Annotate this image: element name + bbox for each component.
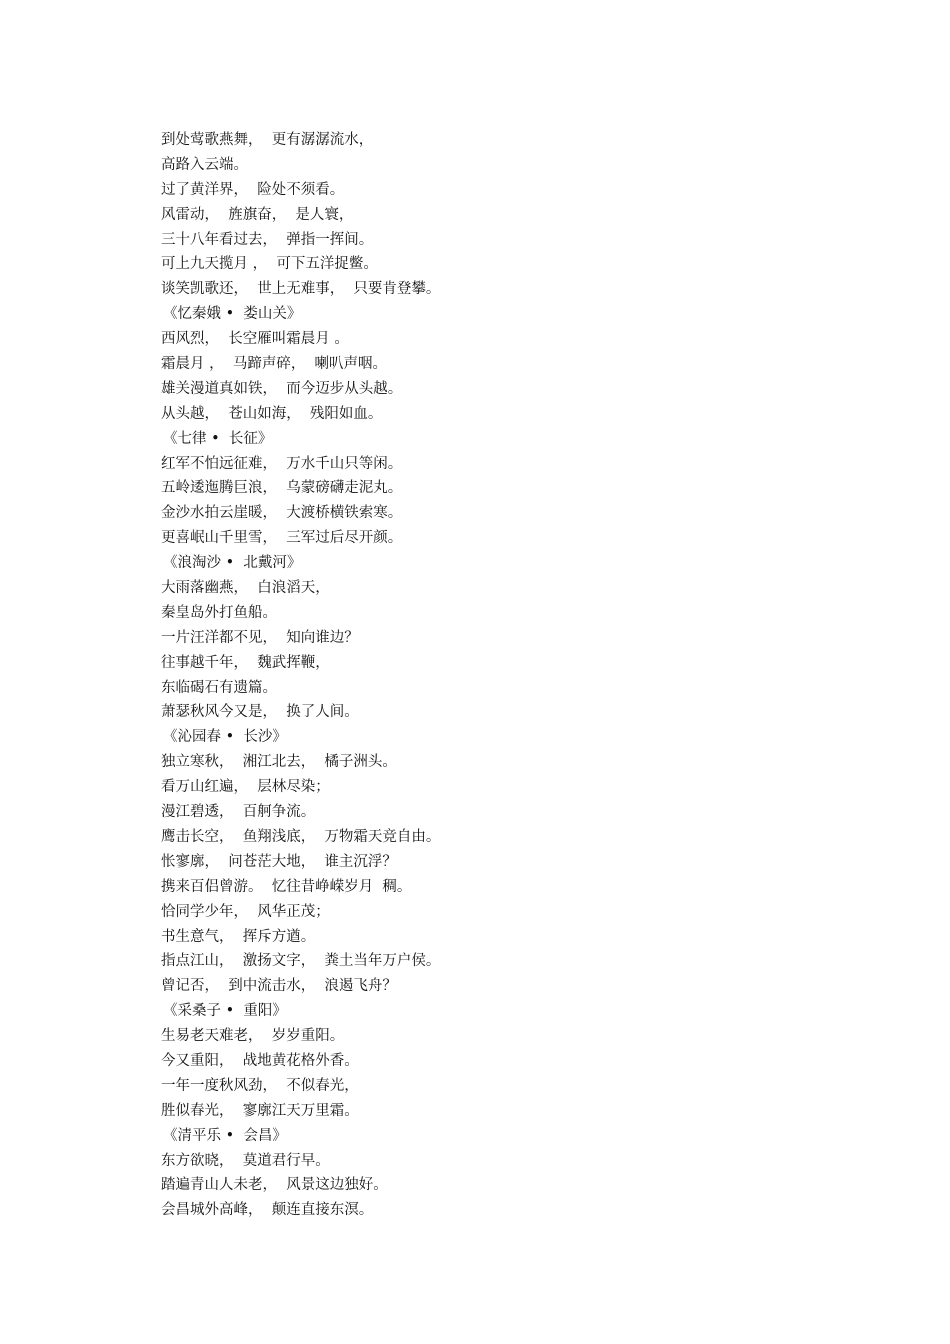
poem-line: 胜似春光， 寥廓江天万里霜。 (161, 1102, 359, 1119)
poem-text-block (161, 128, 901, 1223)
poem-line: 风雷动， 旌旗奋， 是人寰， (161, 206, 354, 223)
poem-title: 《忆秦娥 • 娄山关》 (163, 306, 302, 323)
poem-line: 萧瑟秋风今又是， 换了人间。 (161, 704, 359, 721)
poem-line: 红军不怕远征难， 万水千山只等闲。 (161, 455, 403, 472)
poem-line: 大雨落幽燕， 白浪滔天， (161, 580, 330, 597)
poem-line: 五岭逶迤腾巨浪， 乌蒙磅礴走泥丸。 (161, 480, 403, 497)
poem-line: 可上九天揽月 ， 可下五洋捉鳖。 (161, 256, 378, 273)
poem-line: 看万山红遍， 层林尽染； (161, 779, 330, 796)
poem-line: 恰同学少年， 风华正茂； (161, 903, 330, 920)
poem-line: 高路入云端。 (161, 156, 248, 173)
poem-line: 一片汪洋都不见， 知向谁边？ (161, 629, 359, 646)
poem-line: 今又重阳， 战地黄花格外香。 (161, 1052, 359, 1069)
poem-line: 霜晨月 ， 马蹄声碎， 喇叭声咽。 (161, 356, 388, 373)
poem-line: 从头越， 苍山如海， 残阳如血。 (161, 405, 383, 422)
poem-title: 《浪淘沙 • 北戴河》 (163, 555, 302, 572)
poem-line: 生易老天难老， 岁岁重阳。 (161, 1028, 345, 1045)
poem-line: 踏遍青山人未老， 风景这边独好。 (161, 1177, 388, 1194)
poem-line: 携来百侣曾游。 忆往昔峥嵘岁月 稠。 (161, 878, 412, 895)
poem-line: 东方欲晓， 莫道君行早。 (161, 1152, 330, 1169)
poem-line: 一年一度秋风劲， 不似春光， (161, 1077, 359, 1094)
poem-line: 雄关漫道真如铁， 而今迈步从头越。 (161, 380, 403, 397)
poem-line: 指点江山， 激扬文字， 粪土当年万户侯。 (161, 953, 441, 970)
poem-line: 金沙水拍云崖暖， 大渡桥横铁索寒。 (161, 505, 403, 522)
poem-line: 鹰击长空， 鱼翔浅底， 万物霜天竞自由。 (161, 828, 441, 845)
poem-line: 更喜岷山千里雪， 三军过后尽开颜。 (161, 530, 403, 547)
poem-line: 秦皇岛外打鱼船。 (161, 604, 277, 621)
poem-title: 《沁园春 • 长沙》 (163, 729, 287, 746)
poem-line: 怅寥廓， 问苍茫大地， 谁主沉浮？ (161, 853, 397, 870)
poem-title: 《七律 • 长征》 (163, 430, 273, 447)
poem-line: 独立寒秋， 湘江北去， 橘子洲头。 (161, 754, 397, 771)
poem-title: 《采桑子 • 重阳》 (163, 1003, 287, 1020)
poem-line: 曾记否， 到中流击水， 浪遏飞舟？ (161, 978, 397, 995)
poem-line: 东临碣石有遗篇。 (161, 679, 277, 696)
poem-line: 到处莺歌燕舞， 更有潺潺流水， (161, 132, 374, 148)
poem-line: 书生意气， 挥斥方遒。 (161, 928, 316, 945)
poem-line: 西风烈， 长空雁叫霜晨月 。 (161, 331, 349, 348)
poem-line: 谈笑凯歌还， 世上无难事， 只要肯登攀。 (161, 281, 441, 298)
poem-line: 过了黄洋界， 险处不须看。 (161, 181, 345, 198)
poem-title: 《清平乐 • 会昌》 (163, 1127, 287, 1144)
poem-line: 会昌城外高峰， 颠连直接东溟。 (161, 1202, 374, 1219)
poem-line: 三十八年看过去， 弹指一挥间。 (161, 231, 374, 248)
poem-line: 往事越千年， 魏武挥鞭， (161, 654, 330, 671)
poem-line: 漫江碧透， 百舸争流。 (161, 804, 316, 821)
